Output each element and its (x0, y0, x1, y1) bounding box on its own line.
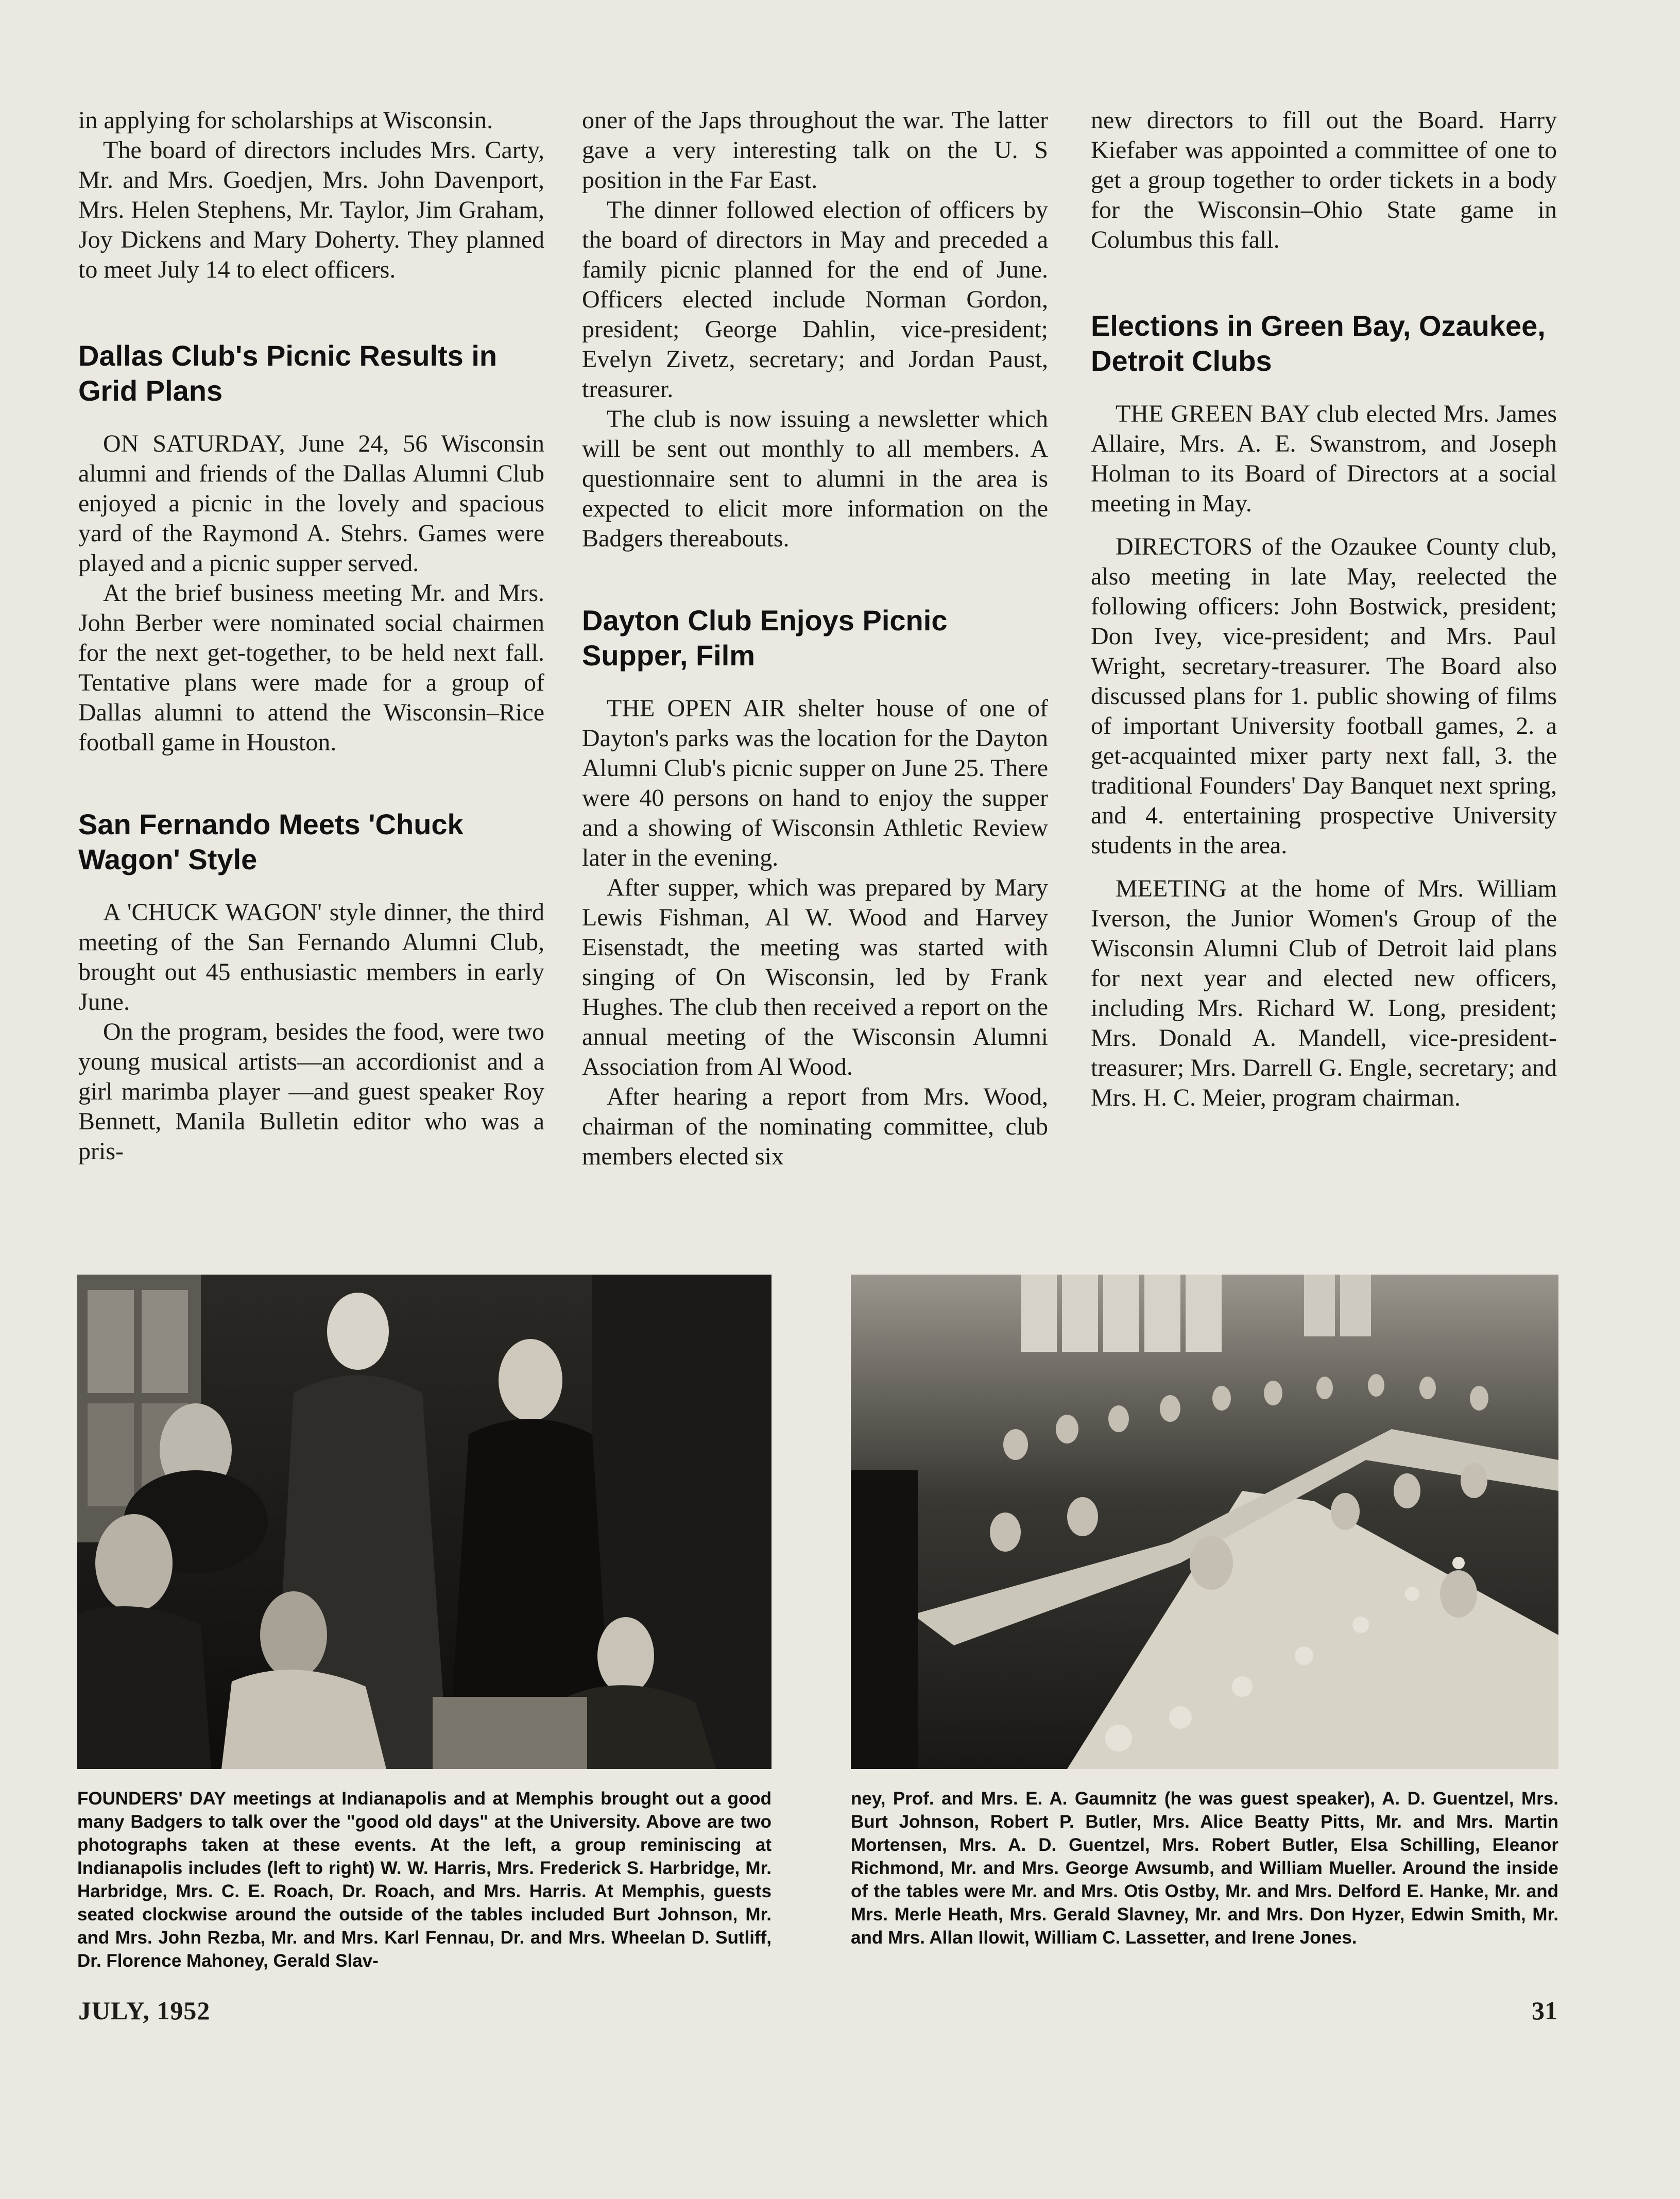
article-text: in applying for scholarships at Wisconsin. (78, 107, 493, 134)
photo-indianapolis-group (77, 1275, 772, 1769)
article-text: oner of the Japs throughout the war. The latter gave a very interesting talk on the U. S position in the Far East. (582, 107, 1048, 194)
headline-elections: Elections in Green Bay, Ozaukee, Detroit Clubs (1091, 310, 1546, 377)
article-text: After hearing a report from Mrs. Wood, chairman of the nominating committee, club members elected six (582, 1083, 1048, 1170)
article-text: At the brief business meeting Mr. and Mrs. John Berber were nominated social chairmen for the next get-together, to be held next fall. Tentative plans were made for a group of Dallas alumni to attend the Wisconsin–Rice football game in Houston. (78, 579, 544, 756)
photo-caption-left: FOUNDERS' DAY meetings at Indianapolis and at Memphis brought out a good many Badgers to talk over the "good old days" at the University. Above are two photographs taken at these events. At the left, a group reminiscing at Indianapolis includes (left to right) W. W. Harris, Mrs. Frederick S. Harbridge, Mr. Harbridge, Mrs. C. E. Roach, Dr. Roach, and Mrs. Harris. At Memphis, guests seated clockwise around the outside of the tables included Burt Johnson, Mr. and Mrs. John Rezba, Mr. and Mrs. Karl Fennau, Dr. and Mrs. Wheelan D. Sutliff, Dr. Florence Mahoney, Gerald Slav- (77, 1789, 772, 1971)
article-text: After supper, which was prepared by Mary Lewis Fishman, Al W. Wood and Harvey Eisenstadt, the meeting was started with singing of On Wisconsin, led by Frank Hughes. The club then received a report on the annual meeting of the Wisconsin Alumni Association from Al Wood. (582, 874, 1048, 1080)
photo-memphis-banquet (851, 1275, 1558, 1769)
column-1 (78, 106, 544, 1166)
photo-indianapolis-illustration (77, 1275, 772, 1769)
article-text: The dinner followed election of officers by the board of directors in May and preceded a family picnic planned for the end of June. Officers elected include Norman Gordon, president; George Dahlin, vice-president; Evelyn Zivetz, secretary; and Jordan Paust, treasurer. (582, 196, 1048, 403)
article-text: THE OPEN AIR shelter house of one of Dayton's parks was the location for the Dayton Alumni Club's picnic supper on June 25. There were 40 persons on hand to enjoy the supper and a showing of Wisconsin Athletic Review later in the evening. (582, 695, 1048, 871)
column-2 (582, 106, 1048, 1172)
page-number: 31 (1532, 1996, 1557, 2025)
issue-date: JULY, 1952 (78, 1996, 211, 2025)
column-3 (1091, 106, 1557, 1113)
article-text: MEETING at the home of Mrs. William Iverson, the Junior Women's Group of the Wisconsin Alumni Club of Detroit laid plans for next year and elected new officers, including Mrs. Richard W. Long, president; Mrs. Donald A. Mandell, vice-president-treasurer; Mrs. Darrell G. Engle, secretary; and Mrs. H. C. Meier, program chairman. (1091, 875, 1557, 1111)
article-text: On the program, besides the food, were two young musical artists—an accordionist and a girl marimba player —and guest speaker Roy Bennett, Manila Bulletin editor who was a pris- (78, 1018, 544, 1165)
headline-dayton: Dayton Club Enjoys Picnic Supper, Film (582, 604, 948, 672)
article-text: DIRECTORS of the Ozaukee County club, also meeting in late May, reelected the following officers: John Bostwick, president; Don Ivey, vice-president; and Mrs. Paul Wright, secretary-treasurer. The Board also discussed plans for 1. public showing of films of important University football games, 2. a get-acquainted mixer party next fall, 3. the traditional Founders' Day Banquet next spring, and 4. entertaining prospective University students in the area. (1091, 533, 1557, 859)
photo-memphis-illustration (851, 1275, 1558, 1769)
article-text: The board of directors includes Mrs. Carty, Mr. and Mrs. Goedjen, Mrs. John Davenport, Mrs. Helen Stephens, Mr. Taylor, Jim Graham, Joy Dickens and Mary Doherty. They planned to meet July 14 to elect officers. (78, 136, 544, 283)
headline-san-fernando: San Fernando Meets 'Chuck Wagon' Style (78, 808, 464, 875)
photo-caption-right: ney, Prof. and Mrs. E. A. Gaumnitz (he was guest speaker), A. D. Guentzel, Mrs. Burt Johnson, Robert P. Butler, Mrs. Alice Beatty Pitts, Mr. and Mrs. Martin Mortensen, Mrs. A. D. Guentzel, Mrs. Robert Butler, Elsa Schilling, Eleanor Richmond, Mr. and Mrs. George Awsumb, and William Mueller. Around the inside of the tables were Mr. and Mrs. Otis Ostby, Mr. and Mrs. Delford E. Hanke, Mr. and Mrs. Merle Heath, Mrs. Gerald Slavney, Mr. and Mrs. Don Hyzer, Edwin Smith, Mr. and Mrs. Allan Ilowit, William C. Lassetter, and Irene Jones. (851, 1789, 1558, 1948)
article-text: ON SATURDAY, June 24, 56 Wisconsin alumni and friends of the Dallas Alumni Club enjoyed a picnic in the lovely and spacious yard of the Raymond A. Stehrs. Games were played and a picnic supper served. (78, 430, 544, 577)
article-text: THE GREEN BAY club elected Mrs. James Allaire, Mrs. A. E. Swanstrom, and Joseph Holman to its Board of Directors at a social meeting in May. (1091, 400, 1557, 517)
article-text: The club is now issuing a newsletter which will be sent out monthly to all members. A questionnaire sent to alumni in the area is expected to elicit more information on the Badgers thereabouts. (582, 405, 1048, 552)
article-text: A 'CHUCK WAGON' style dinner, the third meeting of the San Fernando Alumni Club, brought out 45 enthusiastic members in early June. (78, 899, 544, 1016)
headline-dallas: Dallas Club's Picnic Results in Grid Plans (78, 339, 498, 407)
article-text: new directors to fill out the Board. Harry Kiefaber was appointed a committee of one to get a group together to order tickets in a body for the Wisconsin–Ohio State game in Columbus this fall. (1091, 107, 1557, 253)
